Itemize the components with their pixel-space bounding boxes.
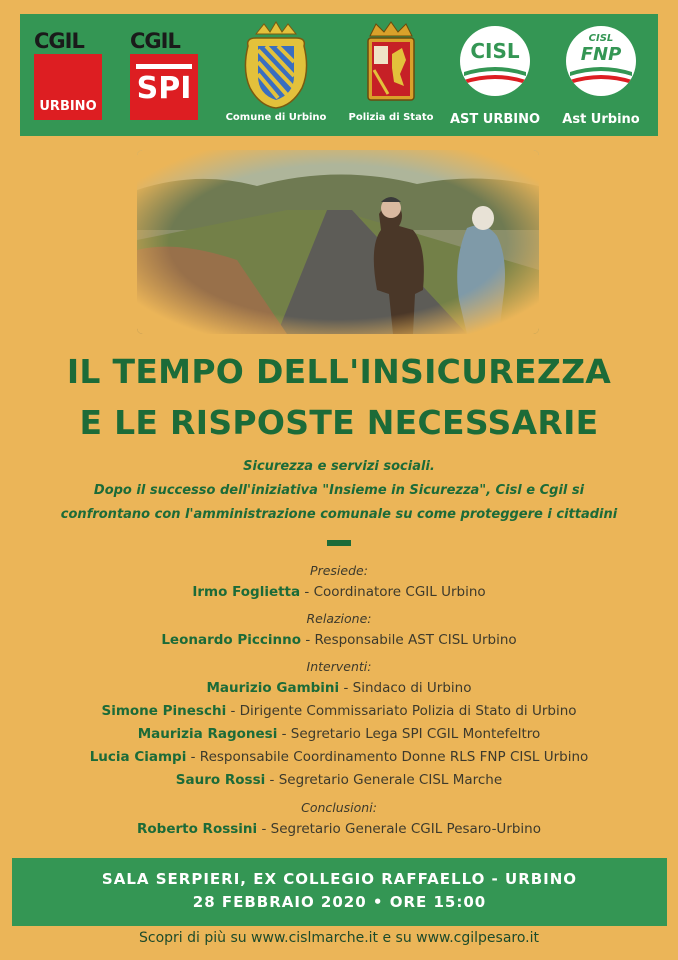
cgil-urbino-logo [34,28,102,120]
event-title-line-2: E LE RISPOSTE NECESSARIE [79,403,599,442]
relazione-person: Leonardo Piccinno - Responsabile AST CISL Urbino [161,632,517,648]
venue-datetime: 28 FEBBRAIO 2020 • ORE 15:00 [192,893,487,911]
presiede-person: Irmo Foglietta - Coordinatore CGIL Urbino [192,584,486,600]
subtitle-line-3: confrontano con l'amministrazione comunale su come proteggere i cittadini [60,507,618,522]
intervento-item: Maurizia Ragonesi - Segretario Lega SPI CGIL Montefeltro [137,726,541,742]
cgil-urbino-word: CGIL [34,29,84,53]
cisl-fnp-word-top: CISL [588,33,614,44]
italian-flag-swoosh-icon [566,26,636,96]
elderly-couple-photo [137,150,539,334]
intervento-item: Maurizio Gambini - Sindaco di Urbino [206,680,472,696]
subtitle-line-1: Sicurezza e servizi sociali. [243,459,435,474]
italian-flag-swoosh-icon [460,26,530,96]
comune-urbino-crest-icon [242,20,310,110]
intervento-item: Sauro Rossi - Segretario Generale CISL Marche [175,772,503,788]
footer-links: Scopri di più su www.cislmarche.it e su www.cgilpesaro.it [138,930,540,946]
logo-bar [20,14,658,136]
intervento-item: Lucia Ciampi - Responsabile Coordinamento Donne RLS FNP CISL Urbino [89,749,589,765]
cisl-fnp-word: FNP [580,44,622,65]
interventi-label: Interventi: [306,659,372,674]
cisl-ast-caption: AST URBINO [449,112,541,127]
cgil-urbino-caption: URBINO [34,54,102,120]
intervento-item: Simone Pineschi - Dirigente Commissariato Polizia di Stato di Urbino [101,703,577,719]
presiede-label: Presiede: [310,563,368,578]
cisl-fnp-logo [566,26,636,96]
cisl-ast-logo [460,26,530,96]
event-title-line-1: IL TEMPO DELL'INSICUREZZA [66,352,612,391]
cgil-spi-word: CGIL [130,29,180,53]
conclusioni-label: Conclusioni: [301,800,377,815]
divider-dash [327,540,351,546]
subtitle-line-2: Dopo il successo dell'iniziativa "Insieme in Sicurezza", Cisl e Cgil si [93,483,585,498]
spi-word: SPI [136,71,192,106]
comune-urbino-caption: Comune di Urbino [225,112,327,123]
polizia-crest-icon [362,20,420,110]
cisl-ast-word: CISL [470,39,520,63]
polizia-caption: Polizia di Stato [348,112,434,123]
cgil-spi-logo [130,28,198,120]
venue-place: SALA SERPIERI, EX COLLEGIO RAFFAELLO - URBINO [101,870,578,888]
conclusioni-person: Roberto Rossini - Segretario Generale CGIL Pesaro-Urbino [136,821,542,837]
relazione-label: Relazione: [306,611,372,626]
venue-bar [12,858,667,926]
cisl-fnp-caption: Ast Urbino [562,112,640,127]
